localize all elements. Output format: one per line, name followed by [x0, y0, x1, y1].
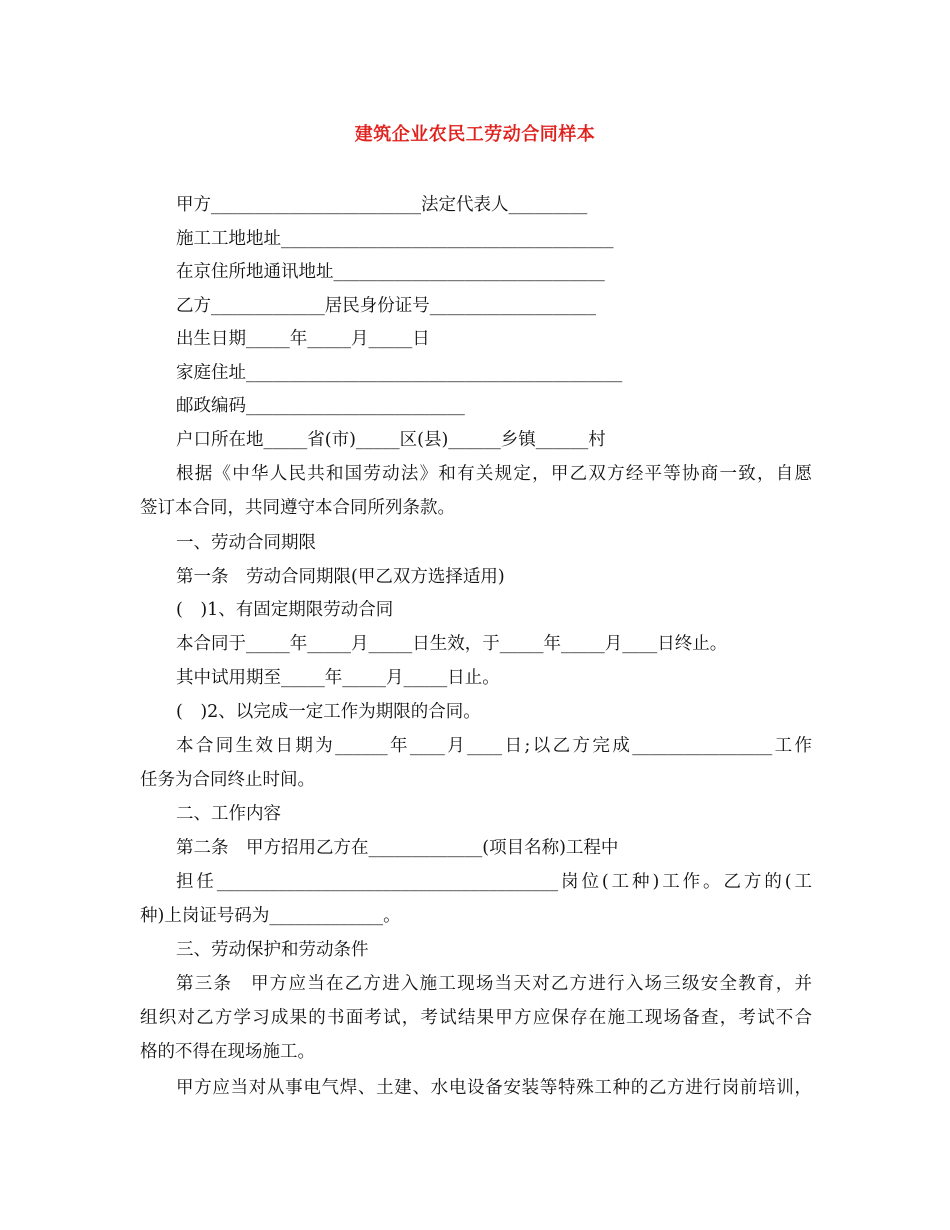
paragraph-line: 其中试用期至_____年_____月_____日止。	[176, 668, 500, 688]
beijing-address-line: 在京住所地通讯地址_______________________________	[176, 262, 605, 282]
section-heading: 三、劳动保护和劳动条件	[176, 940, 369, 960]
paragraph-line: 种)上岗证号码为_____________。	[140, 906, 401, 926]
home-address-line: 家庭住址___________________________________________	[176, 363, 623, 383]
birth-date-line: 出生日期_____年_____月_____日	[176, 329, 430, 349]
paragraph-line: 甲方应当对从事电气焊、土建、水电设备安装等特殊工种的乙方进行岗前培训，	[176, 1078, 812, 1098]
paragraph-line: 本合同生效日期为______年____月____日;以乙方完成________________工作	[176, 736, 812, 756]
option-line: ( )2、以完成一定工作为期限的合同。	[176, 702, 481, 722]
paragraph-line: 组织对乙方学习成果的书面考试，考试结果甲方应保存在施工现场备查，考试不合	[140, 1008, 812, 1028]
paragraph-line: 格的不得在现场施工。	[140, 1042, 315, 1062]
paragraph-line: 本合同于_____年_____月_____日生效，于_____年_____月____日终止。	[176, 634, 728, 654]
article-line: 第一条 劳动合同期限(甲乙双方选择适用)	[176, 567, 505, 587]
paragraph-line: 担任_______________________________________岗位(工种)工作。乙方的(工	[176, 872, 812, 892]
paragraph-line: 根据《中华人民共和国劳动法》和有关规定，甲乙双方经平等协商一致，自愿	[176, 464, 812, 484]
party-a-line: 甲方________________________法定代表人_________	[176, 195, 588, 215]
section-heading: 一、劳动合同期限	[176, 533, 316, 553]
paragraph-line: 任务为合同终止时间。	[140, 770, 315, 790]
site-address-line: 施工工地地址______________________________________	[176, 229, 614, 249]
paragraph-line: 签订本合同，共同遵守本合同所列条款。	[140, 498, 455, 518]
article-line: 第二条 甲方招用乙方在_____________(项目名称)工程中	[176, 838, 619, 858]
document-title: 建筑企业农民工劳动合同样本	[354, 124, 596, 145]
option-line: ( )1、有固定期限劳动合同	[176, 600, 394, 620]
postal-code-line: 邮政编码_________________________	[176, 396, 465, 416]
party-b-line: 乙方_____________居民身份证号___________________	[176, 296, 596, 316]
article-line: 第三条 甲方应当在乙方进入施工现场当天对乙方进行入场三级安全教育，并	[176, 974, 812, 994]
household-registration-line: 户口所在地_____省(市)_____区(县)______乡镇______村	[176, 430, 606, 450]
section-heading: 二、工作内容	[176, 804, 281, 824]
